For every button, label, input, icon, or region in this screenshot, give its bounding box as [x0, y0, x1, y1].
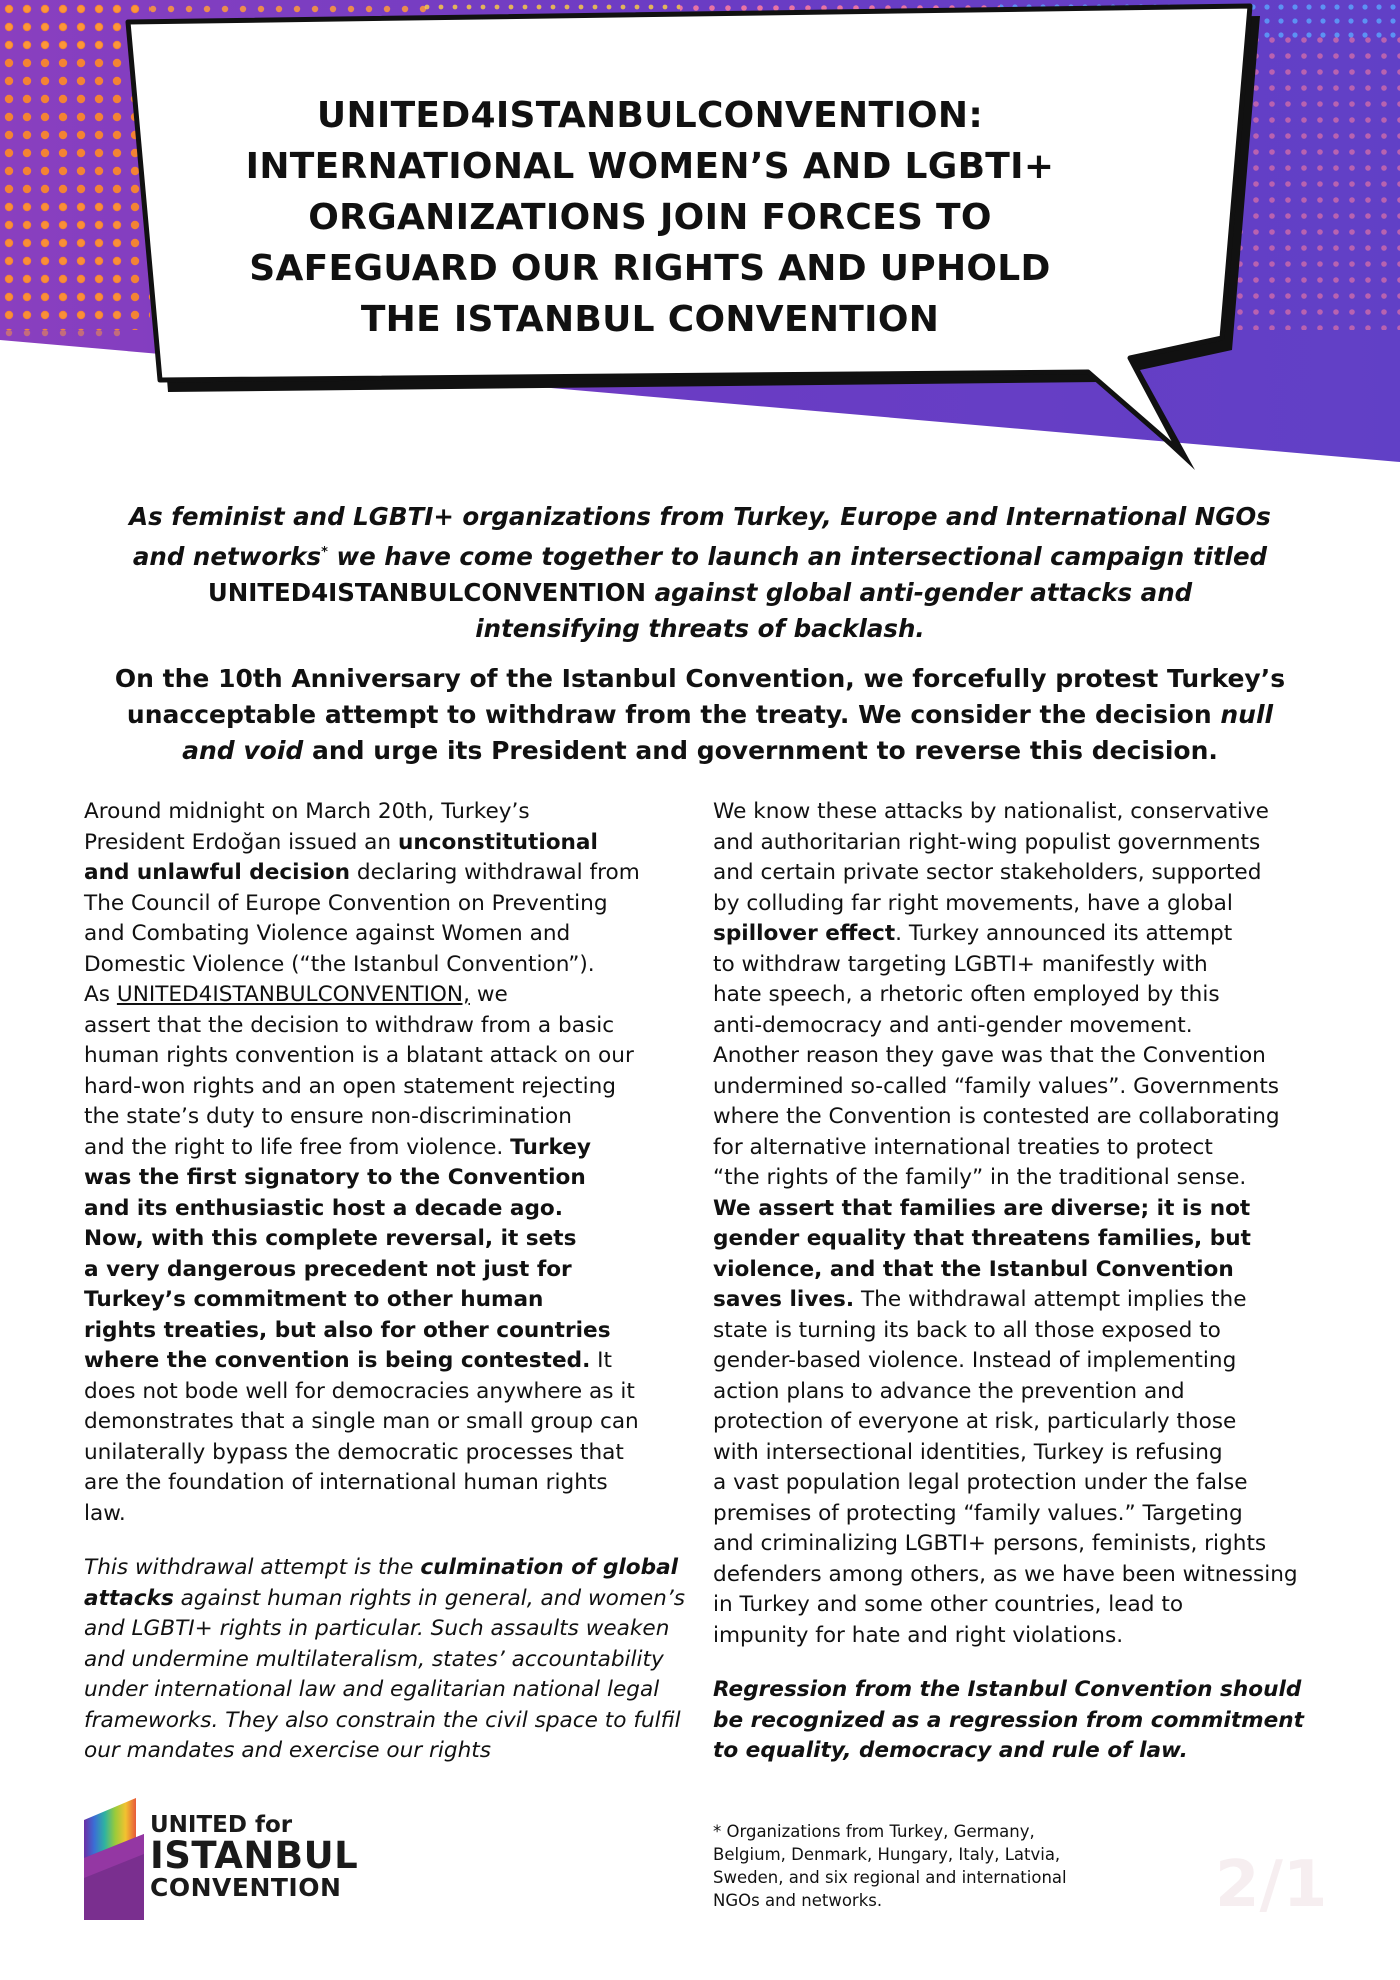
intro-line — [84, 535, 1316, 575]
body-line: impunity for hate and right violations. — [713, 1622, 1124, 1648]
body-bold: Turkey — [510, 1134, 591, 1160]
intro-text: and networks — [132, 542, 322, 572]
title-box — [150, 72, 1150, 362]
body-text: This withdrawal attempt is the — [84, 1555, 421, 1580]
paragraph-gap — [84, 1529, 684, 1553]
body-text: we — [469, 982, 508, 1007]
statement-emphasis: null — [1220, 700, 1274, 729]
campaign-link[interactable]: UNITED4ISTANBULCONVENTION, — [116, 982, 470, 1007]
body-line: be recognized as a regression from commitment — [713, 1707, 1304, 1733]
logo-line: CONVENTION — [150, 1873, 342, 1902]
body-line: Now, with this complete reversal, it sets — [84, 1226, 577, 1251]
body-line: and its enthusiastic host a decade ago. — [84, 1195, 563, 1221]
statement-paragraph — [70, 661, 1330, 769]
body-line: was the first signatory to the Convention — [84, 1165, 586, 1190]
statement-emphasis: and void — [182, 736, 304, 765]
body-line: undermined so-called “family values”. Governments — [713, 1073, 1280, 1099]
body-line: anti-democracy and anti-gender movement. — [713, 1012, 1193, 1038]
intro-paragraph — [84, 499, 1316, 647]
body-text: President Erdoğan issued an — [84, 829, 398, 855]
body-line: with intersectional identities, Turkey is refusing — [713, 1439, 1223, 1465]
body-line: and criminalizing LGBTI+ persons, feminists, rights — [713, 1531, 1267, 1556]
right-column — [713, 797, 1313, 1767]
body-line: hate speech, a rhetoric often employed by this — [713, 982, 1220, 1007]
statement-line — [70, 697, 1330, 733]
body-line: action plans to advance the prevention and — [713, 1378, 1185, 1404]
body-line: gender-based violence. Instead of implementing — [713, 1348, 1237, 1373]
right-paragraph-1 — [713, 797, 1313, 1651]
paragraph-gap — [713, 1651, 1313, 1675]
body-line: The Council of Europe Convention on Preventing — [84, 890, 608, 916]
body-line — [713, 1285, 1313, 1316]
footnote-line: Sweden, and six regional and international — [713, 1868, 1067, 1887]
body-bold: culmination of global — [420, 1555, 679, 1580]
footnote-line: * Organizations from Turkey, Germany, — [713, 1822, 1035, 1841]
title-line: THE ISTANBUL CONVENTION — [360, 298, 940, 340]
body-line: a vast population legal protection under the false — [713, 1470, 1248, 1495]
logo-text — [150, 1812, 358, 1902]
body-line: to equality, democracy and rule of law. — [713, 1738, 1188, 1763]
intro-line: intensifying threats of backlash. — [475, 614, 925, 644]
body-line: and certain private sector stakeholders, supported — [713, 860, 1262, 885]
body-line: unilaterally bypass the democratic processes that — [84, 1439, 624, 1465]
body-text: . Turkey announced its attempt — [895, 921, 1233, 946]
body-line: a very dangerous precedent not just for — [84, 1256, 572, 1282]
body-line — [84, 828, 684, 859]
body-line: by colluding far right movements, have a global — [713, 890, 1233, 916]
body-line: in Turkey and some other countries, lead to — [713, 1592, 1184, 1617]
body-line: gender equality that threatens families, but — [713, 1226, 1251, 1251]
body-bold: and unlawful decision — [84, 860, 351, 885]
body-line: and Combating Violence against Women and — [84, 921, 571, 946]
body-bold: saves lives. — [713, 1287, 855, 1312]
body-line: premises of protecting “family values.” Targeting — [713, 1500, 1243, 1526]
body-line: and LGBTI+ rights in particular. Such assaults weaken — [84, 1616, 670, 1641]
intro-text: against global anti-gender attacks and — [646, 578, 1193, 608]
logo-line: UNITED for — [150, 1812, 293, 1838]
body-line: Domestic Violence (“the Istanbul Convention”). — [84, 951, 595, 977]
body-line — [84, 1346, 684, 1377]
body-line: Around midnight on March 20th, Turkey’s — [84, 799, 530, 824]
body-line: Regression from the Istanbul Convention should — [713, 1677, 1302, 1702]
body-bold: where the convention is being contested. — [84, 1348, 591, 1373]
right-paragraph-2 — [713, 1675, 1313, 1767]
body-line: hard-won rights and an open statement rejecting — [84, 1073, 616, 1099]
body-text: As — [84, 982, 117, 1007]
body-line: state is turning its back to all those exposed to — [713, 1317, 1221, 1343]
body-bold: unconstitutional — [397, 829, 598, 855]
body-line: Another reason they gave was that the Convention — [713, 1043, 1266, 1068]
body-text: It — [590, 1348, 612, 1373]
body-line: our mandates and exercise our rights — [84, 1738, 492, 1763]
left-paragraph-2 — [84, 1553, 684, 1767]
body-line: protection of everyone at risk, particularly those — [713, 1409, 1237, 1434]
body-bold: spillover effect — [713, 921, 896, 946]
body-line — [84, 980, 684, 1011]
body-line: are the foundation of international human rights — [84, 1470, 608, 1495]
body-line: under international law and egalitarian national legal — [84, 1677, 660, 1702]
body-line — [84, 1133, 684, 1164]
body-line: We know these attacks by nationalist, conservative — [713, 799, 1269, 824]
body-line: human rights convention is a blatant attack on our — [84, 1043, 634, 1068]
body-line: defenders among others, as we have been witnessing — [713, 1561, 1298, 1587]
logo-line: ISTANBUL — [150, 1834, 359, 1877]
body-line: law. — [84, 1500, 126, 1526]
intro-line — [84, 575, 1316, 611]
page-number: 2/1 — [1215, 1848, 1328, 1922]
statement-line: On the 10th Anniversary of the Istanbul Convention, we forcefully protest Turkey’s — [114, 664, 1286, 693]
body-line: We assert that families are diverse; it is not — [713, 1195, 1251, 1221]
title-line: INTERNATIONAL WOMEN’S AND LGBTI+ — [245, 145, 1055, 187]
body-text: declaring withdrawal from — [350, 860, 640, 885]
statement-line — [70, 733, 1330, 769]
body-bold: attacks — [84, 1585, 174, 1611]
body-line: for alternative international treaties to protect — [713, 1134, 1213, 1160]
body-text: against human rights in general, and women’s — [173, 1585, 685, 1611]
body-line — [84, 1584, 684, 1615]
intro-text: we have come together to launch an intersectional campaign titled — [327, 542, 1268, 572]
page-title — [246, 90, 1055, 345]
body-line — [713, 919, 1313, 950]
intro-line: As feminist and LGBTI+ organizations from Turkey, Europe and International NGOs — [129, 502, 1271, 531]
body-line: rights treaties, but also for other countries — [84, 1317, 611, 1343]
body-line: where the Convention is contested are collaborating — [713, 1104, 1280, 1129]
body-line: assert that the decision to withdraw from a basic — [84, 1012, 615, 1038]
body-line: violence, and that the Istanbul Convention — [713, 1256, 1234, 1282]
left-paragraph-1 — [84, 797, 684, 1529]
title-line: ORGANIZATIONS JOIN FORCES TO — [308, 196, 992, 238]
body-line: and undermine multilateralism, states’ accountability — [84, 1646, 664, 1672]
campaign-name: UNITED4ISTANBULCONVENTION — [207, 578, 647, 608]
footnote-marker: * — [321, 545, 328, 560]
body-line: demonstrates that a single man or small group can — [84, 1409, 639, 1434]
body-line: and authoritarian right-wing populist governments — [713, 829, 1261, 855]
statement-text: unacceptable attempt to withdraw from the treaty. We consider the decision — [126, 700, 1221, 729]
body-line: to withdraw targeting LGBTI+ manifestly with — [713, 951, 1208, 977]
statement-text: and urge its President and government to reverse this decision. — [303, 736, 1218, 765]
body-line: the state’s duty to ensure non-discrimination — [84, 1104, 572, 1129]
title-line: UNITED4ISTANBULCONVENTION: — [316, 94, 984, 136]
body-text: The withdrawal attempt implies the — [854, 1287, 1247, 1312]
footnote-line: NGOs and networks. — [713, 1891, 883, 1910]
body-line: Turkey’s commitment to other human — [84, 1287, 544, 1312]
body-line: frameworks. They also constrain the civil space to fulfil — [84, 1707, 681, 1733]
body-line — [84, 1553, 684, 1584]
left-column — [84, 797, 684, 1767]
body-line — [84, 858, 684, 889]
footnote — [713, 1820, 1067, 1912]
footnote-line: Belgium, Denmark, Hungary, Italy, Latvia, — [713, 1845, 1061, 1864]
title-line: SAFEGUARD OUR RIGHTS AND UPHOLD — [249, 247, 1051, 289]
body-text: and the right to life free from violence. — [84, 1134, 511, 1160]
body-line: does not bode well for democracies anywhere as it — [84, 1378, 635, 1404]
body-line: “the rights of the family” in the traditional sense. — [713, 1165, 1247, 1190]
